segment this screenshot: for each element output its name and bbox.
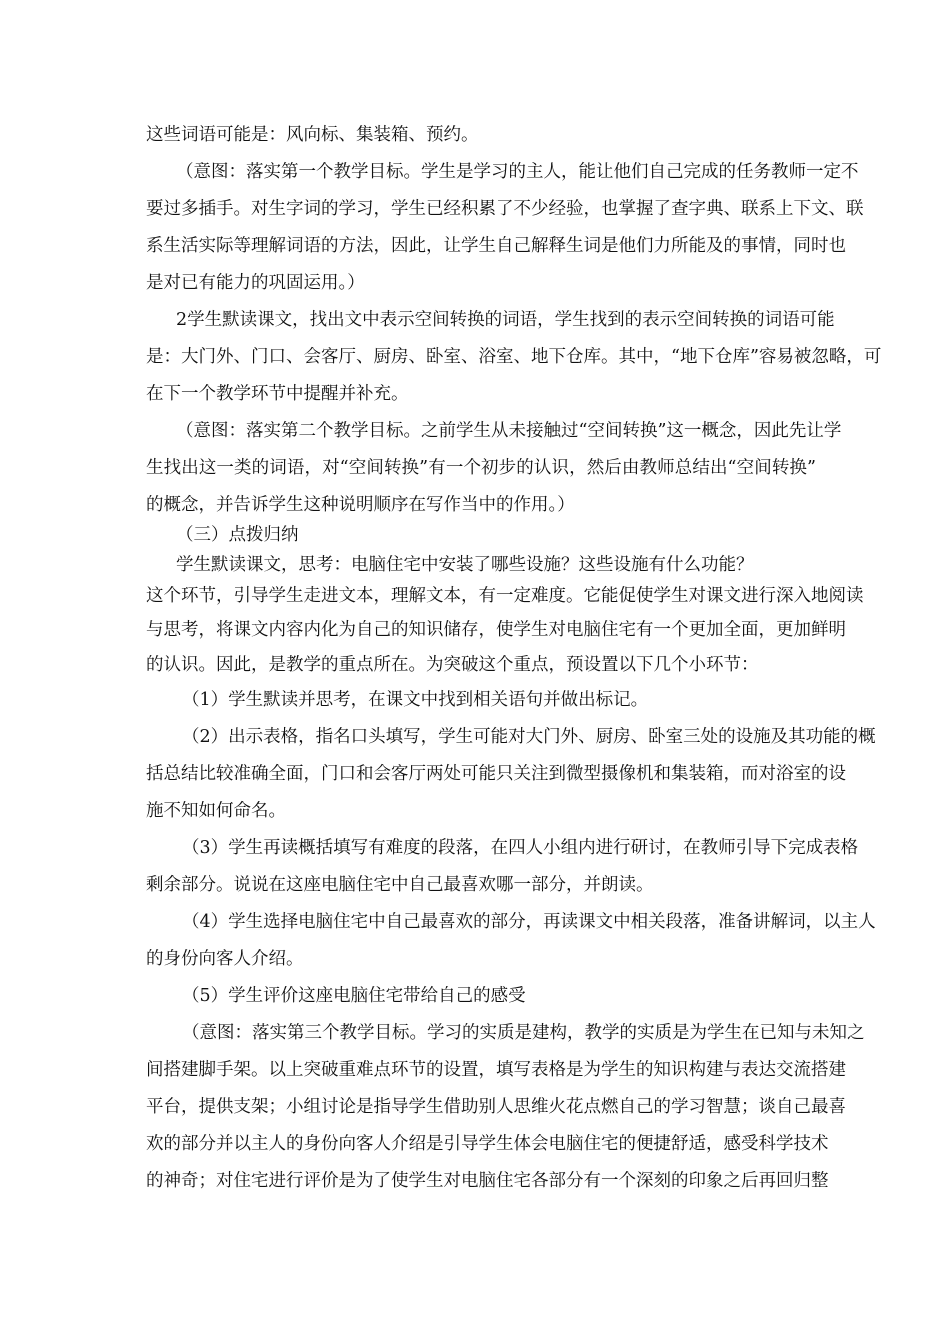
text-line: （意图：落实第二个教学目标。之前学生从未接触过“空间转换”这一概念，因此先让学 xyxy=(176,421,842,441)
text-line: （4）学生选择电脑住宅中自己最喜欢的部分，再读课文中相关段落，准备讲解词，以主人 xyxy=(182,912,876,932)
text-line: 学生默读课文，思考：电脑住宅中安装了哪些设施？这些设施有什么功能？ xyxy=(176,555,754,575)
text-line: 系生活实际等理解词语的方法，因此，让学生自己解释生词是他们力所能及的事情，同时也 xyxy=(146,236,846,256)
section-heading: （三）点拨归纳 xyxy=(176,525,299,545)
text-line: （意图：落实第一个教学目标。学生是学习的主人，能让他们自己完成的任务教师一定不 xyxy=(176,162,859,182)
text-line: 与思考，将课文内容内化为自己的知识储存，使学生对电脑住宅有一个更加全面，更加鲜明 xyxy=(146,620,846,640)
text-line: 这些词语可能是：风向标、集装箱、预约。 xyxy=(146,125,479,145)
text-line: 平台，提供支架；小组讨论是指导学生借助别人思维火花点燃自己的学习智慧；谈自己最喜 xyxy=(146,1097,846,1117)
text-line: 施不知如何命名。 xyxy=(146,801,286,821)
text-line: （5）学生评价这座电脑住宅带给自己的感受 xyxy=(182,986,526,1006)
text-line: 剩余部分。说说在这座电脑住宅中自己最喜欢哪一部分，并朗读。 xyxy=(146,875,654,895)
text-line: （1）学生默读并思考，在课文中找到相关语句并做出标记。 xyxy=(182,690,649,710)
text-line: 欢的部分并以主人的身份向客人介绍是引导学生体会电脑住宅的便捷舒适，感受科学技术 xyxy=(146,1134,829,1154)
text-line: 生找出这一类的词语，对“空间转换”有一个初步的认识，然后由教师总结出“空间转换” xyxy=(146,458,816,478)
text-line: 是对已有能力的巩固运用。） xyxy=(146,273,365,293)
text-line: 的概念，并告诉学生这种说明顺序在写作当中的作用。） xyxy=(146,495,575,515)
text-line: （3）学生再读概括填写有难度的段落，在四人小组内进行研讨，在教师引导下完成表格 xyxy=(182,838,859,858)
text-line: （2）出示表格，指名口头填写，学生可能对大门外、厨房、卧室三处的设施及其功能的概 xyxy=(182,727,876,747)
text-line: 2学生默读课文，找出文中表示空间转换的词语，学生找到的表示空间转换的词语可能 xyxy=(176,310,835,330)
text-line: 的身份向客人介绍。 xyxy=(146,949,304,969)
text-line: 在下一个教学环节中提醒并补充。 xyxy=(146,384,409,404)
text-line: 的认识。因此，是教学的重点所在。为突破这个重点，预设置以下几个小环节： xyxy=(146,655,759,675)
text-line: （意图：落实第三个教学目标。学习的实质是建构，教学的实质是为学生在已知与未知之 xyxy=(182,1023,865,1043)
text-line: 要过多插手。对生字词的学习，学生已经积累了不少经验，也掌握了查字典、联系上下文、联 xyxy=(146,199,864,219)
text-line: 括总结比较准确全面，门口和会客厅两处可能只关注到微型摄像机和集装箱，而对浴室的设 xyxy=(146,764,846,784)
text-line: 间搭建脚手架。以上突破重难点环节的设置，填写表格是为学生的知识构建与表达交流搭建 xyxy=(146,1060,846,1080)
text-line: 的神奇；对住宅进行评价是为了使学生对电脑住宅各部分有一个深刻的印象之后再回归整 xyxy=(146,1171,829,1191)
text-line: 是：大门外、门口、会客厅、厨房、卧室、浴室、地下仓库。其中，“地下仓库”容易被忽略，可 xyxy=(146,347,882,367)
text-line: 这个环节，引导学生走进文本，理解文本，有一定难度。它能促使学生对课文进行深入地阅读 xyxy=(146,586,864,606)
